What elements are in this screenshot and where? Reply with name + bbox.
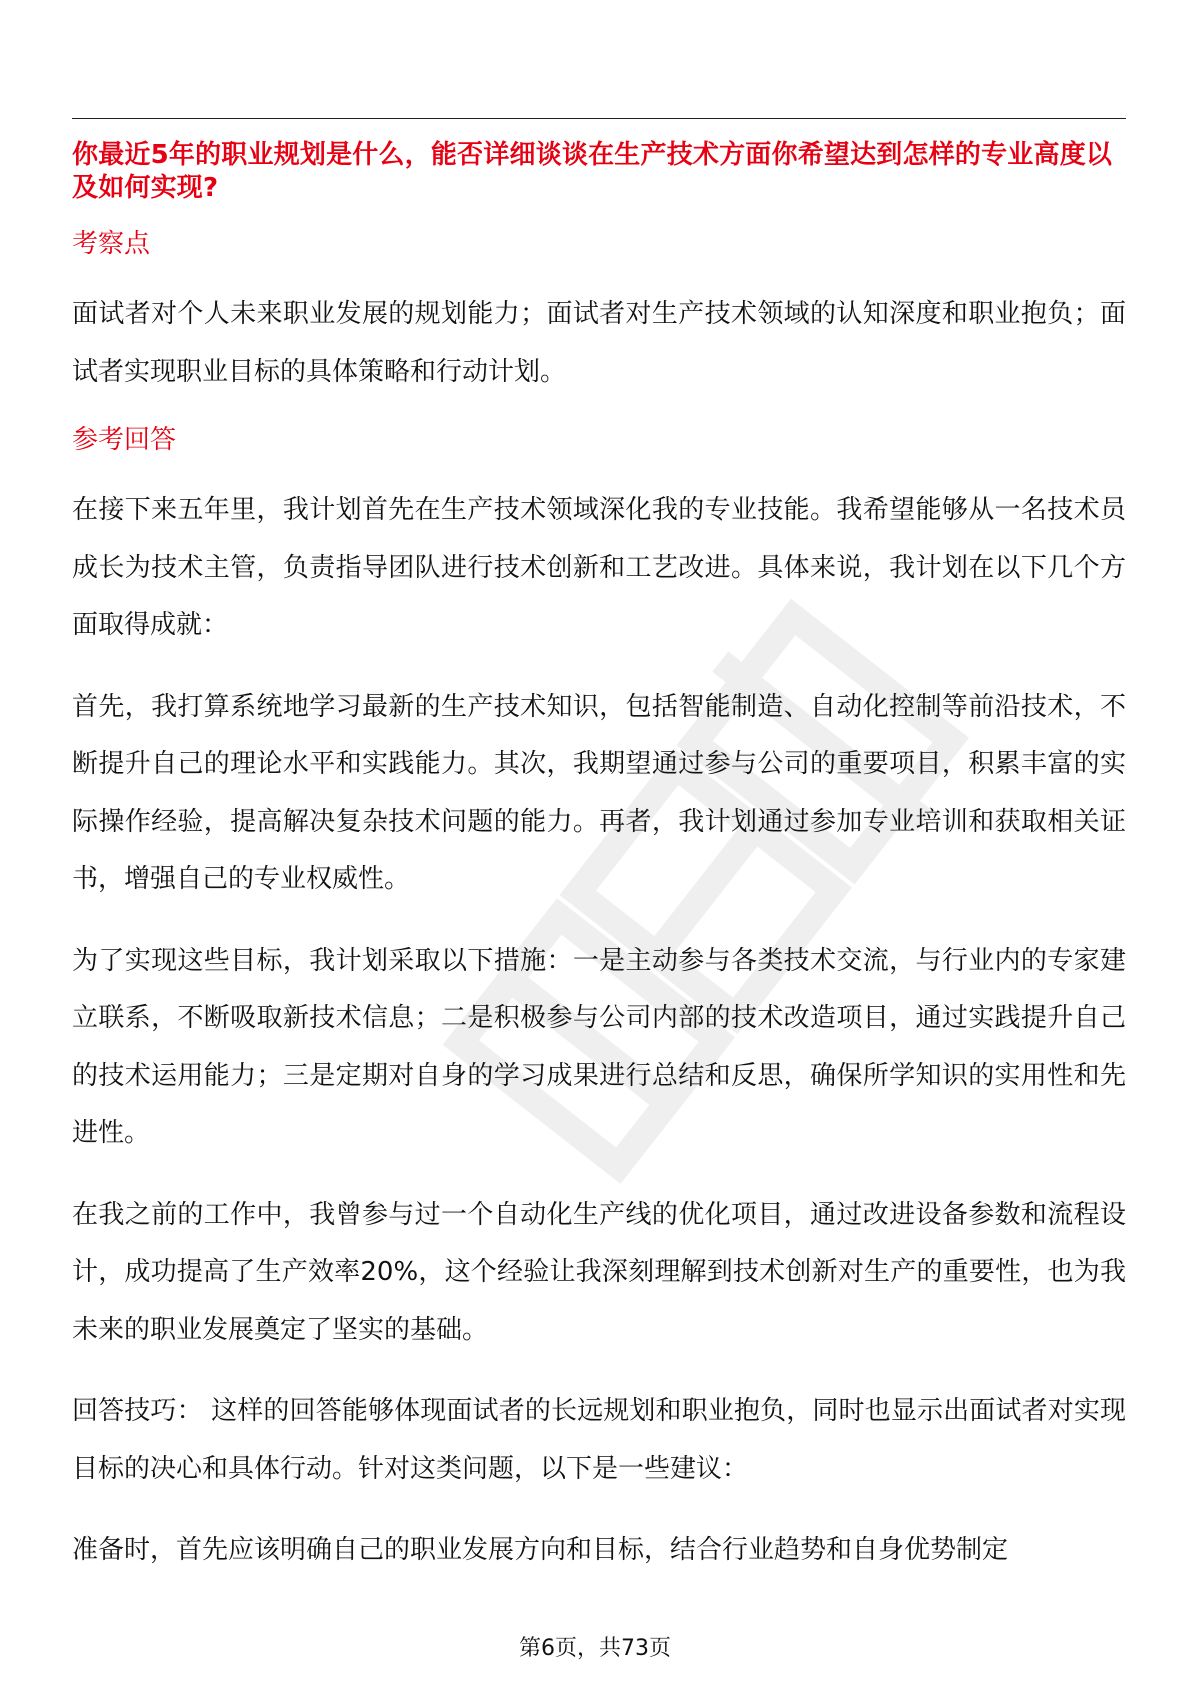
answer-section-title: 参考回答 — [72, 425, 177, 455]
tips-paragraph: 回答技巧： 这样的回答能够体现面试者的长远规划和职业抱负，同时也显示出面试者对实现目标的决心和具体行动。针对这类问题，以下是一些建议： — [72, 1396, 1126, 1484]
answer-paragraph: 为了实现这些目标，我计划采取以下措施：一是主动参与各类技术交流，与行业内的专家建立联系，不断吸取新技术信息；二是积极参与公司内部的技术改造项目，通过实践提升自己的技术运用能力；三是定期对自身的学习成果进行总结和反思，确保所学知识的实用性和先进性。 — [72, 945, 1126, 1148]
answer-paragraph: 首先，我打算系统地学习最新的生产技术知识，包括智能制造、自动化控制等前沿技术，不断提升自己的理论水平和实践能力。其次，我期望通过参与公司的重要项目，积累丰富的实际操作经验，提高解决复杂技术问题的能力。再者，我计划通过参加专业培训和获取相关证书，增强自己的专业权威性。 — [72, 691, 1126, 894]
focus-paragraph: 面试者对个人未来职业发展的规划能力；面试者对生产技术领域的认知深度和职业抱负；面试者实现职业目标的具体策略和行动计划。 — [72, 299, 1126, 387]
answer-paragraph: 在我之前的工作中，我曾参与过一个自动化生产线的优化项目，通过改进设备参数和流程设计，成功提高了生产效率20%，这个经验让我深刻理解到技术创新对生产的重要性，也为我未来的职业发展奠定了坚实的基础。 — [72, 1199, 1126, 1345]
page-number: 第6页，共73页 — [519, 1636, 671, 1661]
header-divider — [72, 118, 1126, 119]
question-heading: 你最近5年的职业规划是什么，能否详细谈谈在生产技术方面你希望达到怎样的专业高度以及如何实现? — [72, 140, 1113, 203]
main-content — [72, 139, 1126, 1580]
tips-continuation: 准备时，首先应该明确自己的职业发展方向和目标，结合行业趋势和自身优势制定 — [72, 1535, 1009, 1565]
focus-section-title: 考察点 — [72, 229, 151, 259]
answer-paragraph: 在接下来五年里，我计划首先在生产技术领域深化我的专业技能。我希望能够从一名技术员成长为技术主管，负责指导团队进行技术创新和工艺改进。具体来说，我计划在以下几个方面取得成就： — [72, 495, 1126, 640]
